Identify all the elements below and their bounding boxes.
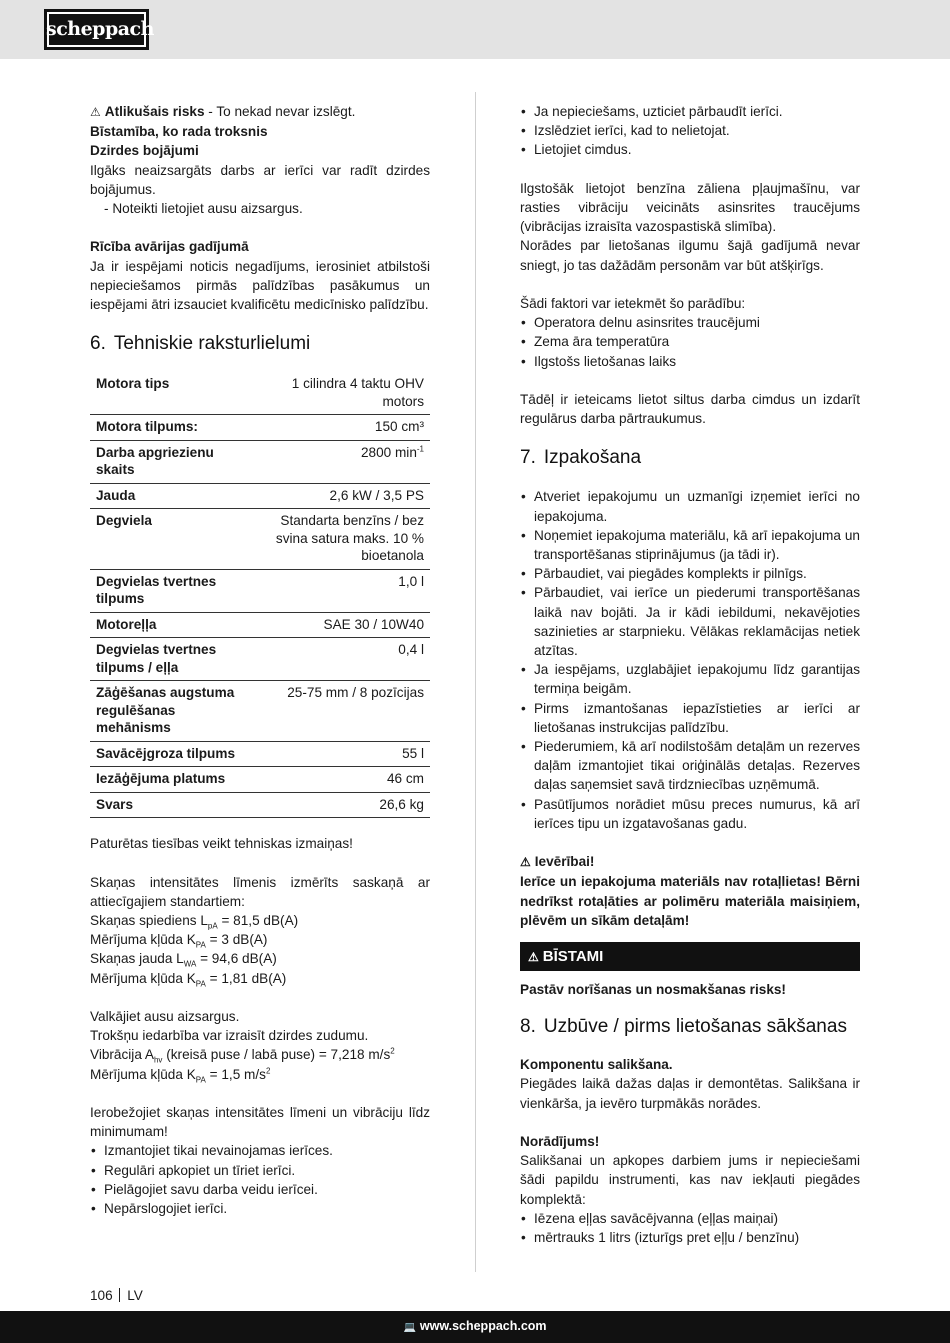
spec-key: Darba apgriezienu skaits [90, 440, 243, 483]
spec-value: SAE 30 / 10W40 [243, 612, 430, 638]
list-item: • Piederumiem, kā arī nodilstošām detaļām un rezerves daļām izmantojiet tikai oriģinālās detaļas. Rezerves daļas saņemsiet savā tirdzniecības uzņēmumā. [520, 737, 860, 795]
top-list [520, 102, 860, 160]
section-7-heading: 7. Izpakošana [520, 447, 642, 469]
warning-triangle-icon: ⚠ [528, 950, 539, 965]
residual-risk: ⚠ Atlikušais risks - To nekad nevar izslēgt. [90, 102, 430, 122]
spec-key: Zāģēšanas augstuma regulēšanas mehānisms [90, 681, 243, 742]
sound-intro: Skaņas intensitātes līmenis izmērīts saskaņā ar attiecīgajiem standartiem: [90, 874, 430, 909]
table-row [90, 612, 430, 638]
list-item: • Iēzena eļļas savācējvanna (eļļas maiņai) [520, 1209, 860, 1228]
list-item: • Nepārslogojiet ierīci. [90, 1199, 430, 1218]
spec-value: 55 l [243, 741, 430, 767]
header-bar [0, 0, 950, 59]
list-item: • Atveriet iepakojumu un uzmanīgi izņemiet ierīci no iepakojuma. [520, 487, 860, 525]
list-item: • Zema āra temperatūra [520, 332, 860, 351]
right-column [520, 102, 860, 1247]
attention-title: ⚠ Ievērībai! [520, 852, 860, 872]
list-item: • Izslēdziet ierīci, kad to nelietojat. [520, 121, 860, 140]
page-footer [90, 1286, 143, 1305]
page-number: 106 [90, 1288, 113, 1303]
unpack-list [520, 487, 860, 833]
table-row [90, 767, 430, 793]
list-item: • Izmantojiet tikai nevainojamas ierīces. [90, 1141, 430, 1160]
factors-intro: Šādi faktori var ietekmēt šo parādību: [520, 296, 746, 311]
ear-protection: Valkājiet ausu aizsargus. [90, 1009, 240, 1025]
spec-value: 1,0 l [243, 569, 430, 612]
section-8-heading: 8. Uzbūve / pirms lietošanas sākšanas [520, 1016, 847, 1038]
list-item: • Operatora delnu asinsrites traucējumi [520, 313, 860, 332]
noise-effect: Trokšņu iedarbība var izraisīt dzirdes zudumu. [90, 1028, 369, 1044]
list-item: • Ja nepieciešams, uzticiet pārbaudīt ierīci. [520, 102, 860, 121]
long-use-text: Ilgstošāk lietojot benzīna zāliena pļaujmašīnu, var rasties vibrāciju veicināts asinsrites traucējums (vibrācijas izraisīta vazospastiskā slimība). [520, 180, 860, 235]
factors-list [520, 313, 860, 371]
list-item: • Pirms izmantošanas iepazīstieties ar ierīci ar lietošanas instrukcijas palīdzību. [520, 699, 860, 737]
table-row [90, 509, 430, 570]
spec-table [90, 372, 430, 818]
table-row [90, 483, 430, 509]
list-item: • Regulāri apkopiet un tīriet ierīci. [90, 1161, 430, 1180]
note-text: Salikšanai un apkopes darbiem jums ir nepieciešami šādi papildu instrumenti, kas nav iekļauti piegādes komplektā: [520, 1153, 860, 1207]
sound-pressure: Skaņas spiediens $L_{pA} = 81,5$ dB(A) [90, 913, 299, 931]
gloves-text: Tādēļ ir ieteicams lietot siltus darba cimdus un izdarīt regulārus darba pārtraukumus. [520, 392, 860, 427]
sound-pressure-error: Mērījuma kļūda $K_{PA} = 3$ dB(A) [90, 932, 268, 950]
list-item: • Pasūtījumos norādiet mūsu preces numurus, kā arī ierīces tipu un izgatavošanas gadu. [520, 795, 860, 833]
table-row [90, 681, 430, 742]
noise-hazard-title: Bīstamība, ko rada troksnis [90, 124, 268, 140]
sound-power-error: Mērījuma kļūda $K_{PA} = 1,81$ dB(A) [90, 970, 287, 989]
list-item: • Noņemiet iepakojuma materiālu, kā arī iepakojuma un transportēšanas stiprinājumus (ja tādi ir). [520, 526, 860, 564]
emergency-text: Ja ir iespējami noticis negadījums, ierosiniet atbilstoši nepieciešamos pirmās palīdzības pasākumus un iespējami ātri izsauciet kvalificētu medicīnisko palīdzību. [90, 258, 430, 313]
tools-list [520, 1209, 860, 1247]
hearing-protection-dash: - Noteikti lietojiet ausu aizsargus. [90, 199, 430, 218]
table-row [90, 741, 430, 767]
warning-triangle-icon: ⚠ [90, 105, 101, 119]
warning-triangle-icon: ⚠ [520, 855, 531, 870]
bottom-bar [0, 1311, 950, 1343]
spec-value: 1 cilindra 4 taktu OHV motors [243, 372, 430, 415]
limit-text: Ierobežojiet skaņas intensitātes līmeni un vibrāciju līdz minimumam! [90, 1105, 430, 1140]
website-link[interactable]: www.scheppach.com [419, 1319, 547, 1333]
language-code: LV [127, 1288, 143, 1303]
reserved-rights: Paturētas tiesības veikt tehniskas izmaiņas! [90, 836, 353, 852]
hearing-damage-text: Ilgāks neaizsargāts darbs ar ierīci var radīt dzirdes bojājumus. [90, 162, 430, 197]
spec-value: 25-75 mm / 8 pozīcijas [243, 681, 430, 742]
attention-text: Ierīce un iepakojuma materiāls nav rotaļlietas! Bērni nedrīkst rotaļāties ar polimēru materiāla maisiņiem, plēvēm un sīkām detaļām! [520, 874, 860, 928]
sound-power: Skaņas jauda $L_{WA} = 94,6$ dB(A) [90, 951, 277, 970]
list-item: • mērtrauks 1 litrs (izturīgs pret eļļu / benzīnu) [520, 1228, 860, 1247]
spec-key: Motoreļļa [90, 612, 243, 638]
spec-value: 46 cm [243, 767, 430, 793]
assembly-title: Komponentu salikšana. [520, 1057, 673, 1073]
spec-value: Standarta benzīns / bez svina satura maks. 10 % bioetanola [243, 509, 430, 570]
emergency-title: Rīcība avārijas gadījumā [90, 239, 249, 255]
spec-value: 2800 $\min^{-1}$ [243, 440, 430, 483]
spec-key: Degviela [90, 509, 243, 570]
spec-key: Degvielas tvertnes tilpums [90, 569, 243, 612]
spec-key: Motora tilpums: [90, 415, 243, 441]
section-6-heading: 6. Tehniskie raksturlielumi [90, 333, 311, 355]
table-row [90, 569, 430, 612]
spec-key: Jauda [90, 483, 243, 509]
list-item: • Pielāgojiet savu darba veidu ierīcei. [90, 1180, 430, 1199]
spec-key: Savācējgroza tilpums [90, 741, 243, 767]
list-item: • Ja iespējams, uzglabājiet iepakojumu līdz garantijas termiņa beigām. [520, 660, 860, 698]
spec-value: 26,6 kg [243, 792, 430, 818]
table-row [90, 415, 430, 441]
spec-value: 150 cm³ [243, 415, 430, 441]
hearing-damage-title: Dzirdes bojājumi [90, 143, 199, 159]
column-divider [475, 92, 476, 1272]
spec-key: Svars [90, 792, 243, 818]
danger-text: Pastāv norīšanas un nosmakšanas risks! [520, 982, 786, 998]
vibration-value: Vibrācija $A_{hv}$ (kreisā puse / labā puse) = 7,218 $m/s^2$ [90, 1046, 395, 1066]
table-row [90, 372, 430, 415]
spec-key: Motora tips [90, 372, 243, 415]
table-row [90, 638, 430, 681]
spec-key: Degvielas tvertnes tilpums / eļļa [90, 638, 243, 681]
vibration-error: Mērījuma kļūda $K_{PA} = 1,5$ $m/s^2$ [90, 1066, 271, 1085]
limit-list [90, 1141, 430, 1218]
assembly-text: Piegādes laikā dažas daļas ir demontētas. Salikšana ir vienkārša, ja ievēro turpmākās norādes. [520, 1076, 860, 1111]
note-title: Norādījums! [520, 1134, 600, 1150]
list-item: • Pārbaudiet, vai ierīce un piederumi transportēšanas laikā nav bojāti. Ja ir kādi iebildumi, nekavējoties sazinieties ar starpnieku. Vēlākas reklamācijas netiek atzītas. [520, 583, 860, 660]
list-item: • Ilgstošs lietošanas laiks [520, 352, 860, 371]
scheppach-logo: scheppach [44, 9, 149, 50]
spec-key: Iezāģējuma platums [90, 767, 243, 793]
computer-icon: 💻 [403, 1322, 416, 1333]
left-column [90, 102, 430, 1218]
table-row [90, 440, 430, 483]
duration-text: Norādes par lietošanas ilgumu šajā gadījumā nevar sniegt, jo tas dažādām personām var būt atšķirīgs. [520, 238, 860, 273]
list-item: • Pārbaudiet, vai piegādes komplekts ir pilnīgs. [520, 564, 860, 583]
table-row [90, 792, 430, 818]
spec-value: 2,6 kW / 3,5 PS [243, 483, 430, 509]
list-item: • Lietojiet cimdus. [520, 140, 860, 159]
spec-value: 0,4 l [243, 638, 430, 681]
danger-banner: ⚠ BĪSTAMI [520, 942, 860, 971]
